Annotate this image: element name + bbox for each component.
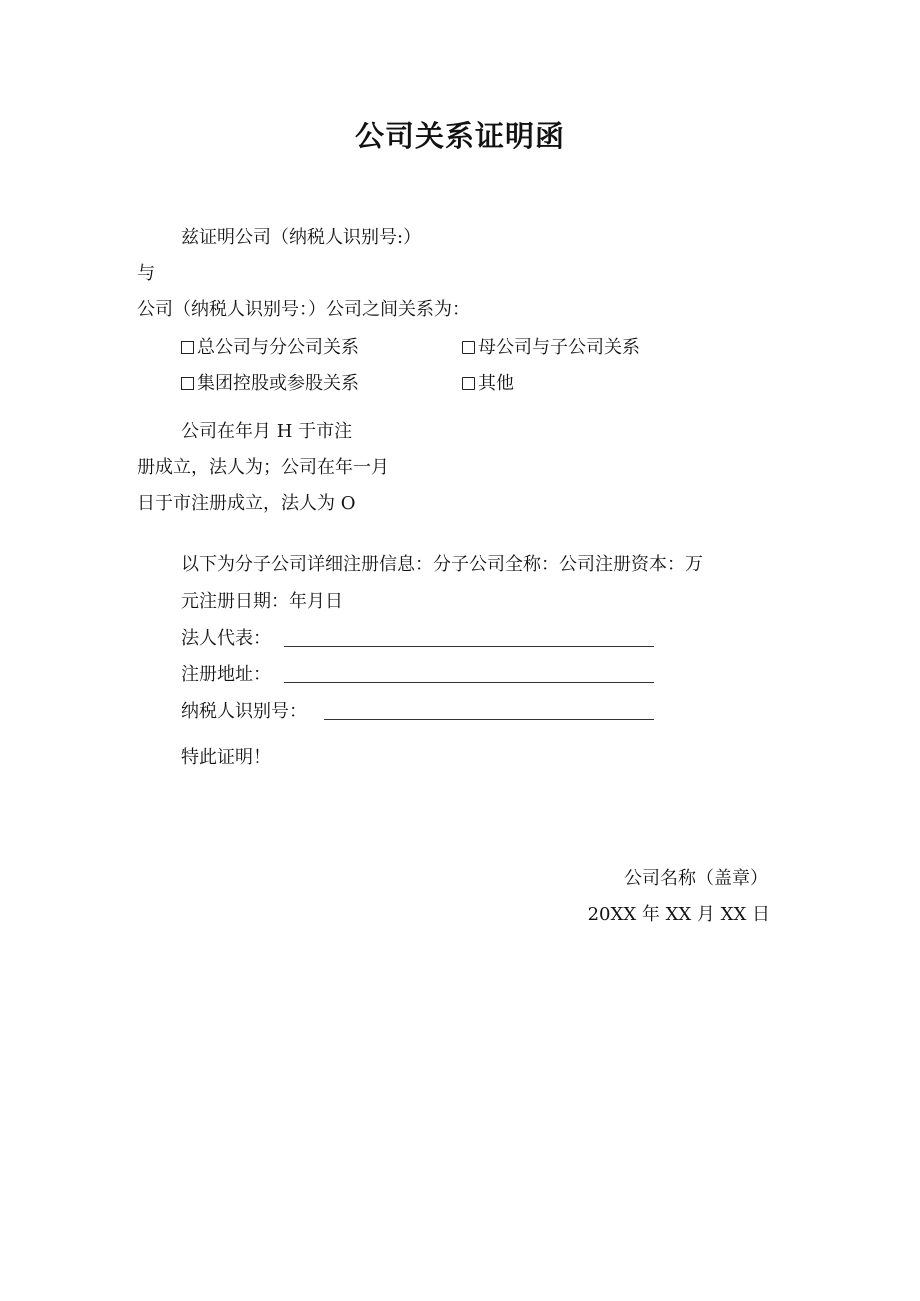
para1-line2: 与 xyxy=(137,263,155,284)
option-other[interactable] xyxy=(462,371,514,397)
tax-id-field[interactable] xyxy=(324,719,654,720)
option-label: 母公司与子公司关系 xyxy=(478,337,640,358)
option-label: 总公司与分公司关系 xyxy=(197,337,359,358)
option-group-holding[interactable] xyxy=(181,371,359,397)
legal-rep-label: 法人代表： xyxy=(181,628,271,649)
checkbox-icon[interactable] xyxy=(462,341,475,354)
legal-rep-field[interactable] xyxy=(284,646,654,647)
signature-company: 公司名称（盖章） xyxy=(624,868,768,889)
para1-line1: 兹证明公司（纳税人识别号:） xyxy=(181,227,422,248)
para1-line3: 公司（纳税人识别号：）公司之间关系为： xyxy=(137,299,470,320)
para3-line1: 以下为分子公司详细注册信息：分子公司全称：公司注册资本：万 xyxy=(181,554,703,575)
address-label: 注册地址： xyxy=(181,664,271,685)
address-field[interactable] xyxy=(284,682,654,683)
para2-line2: 册成立，法人为；公司在年一月 xyxy=(137,457,389,478)
para3-line2: 元注册日期：年月日 xyxy=(181,591,343,612)
option-label: 其他 xyxy=(478,373,514,394)
option-parent-subsidiary[interactable] xyxy=(462,335,640,361)
para2-line3: 日于市注册成立，法人为 O xyxy=(137,493,356,514)
page-title: 公司关系证明函 xyxy=(354,119,565,153)
signature-date: 20XX 年 XX 月 XX 日 xyxy=(587,904,770,925)
closing-text: 特此证明！ xyxy=(181,747,271,768)
para2-line1: 公司在年月 H 于市注 xyxy=(181,421,353,442)
tax-id-label: 纳税人识别号： xyxy=(181,701,307,722)
option-label: 集团控股或参股关系 xyxy=(197,373,359,394)
option-head-branch[interactable] xyxy=(181,335,359,361)
checkbox-icon[interactable] xyxy=(462,377,475,390)
checkbox-icon[interactable] xyxy=(181,377,194,390)
checkbox-icon[interactable] xyxy=(181,341,194,354)
